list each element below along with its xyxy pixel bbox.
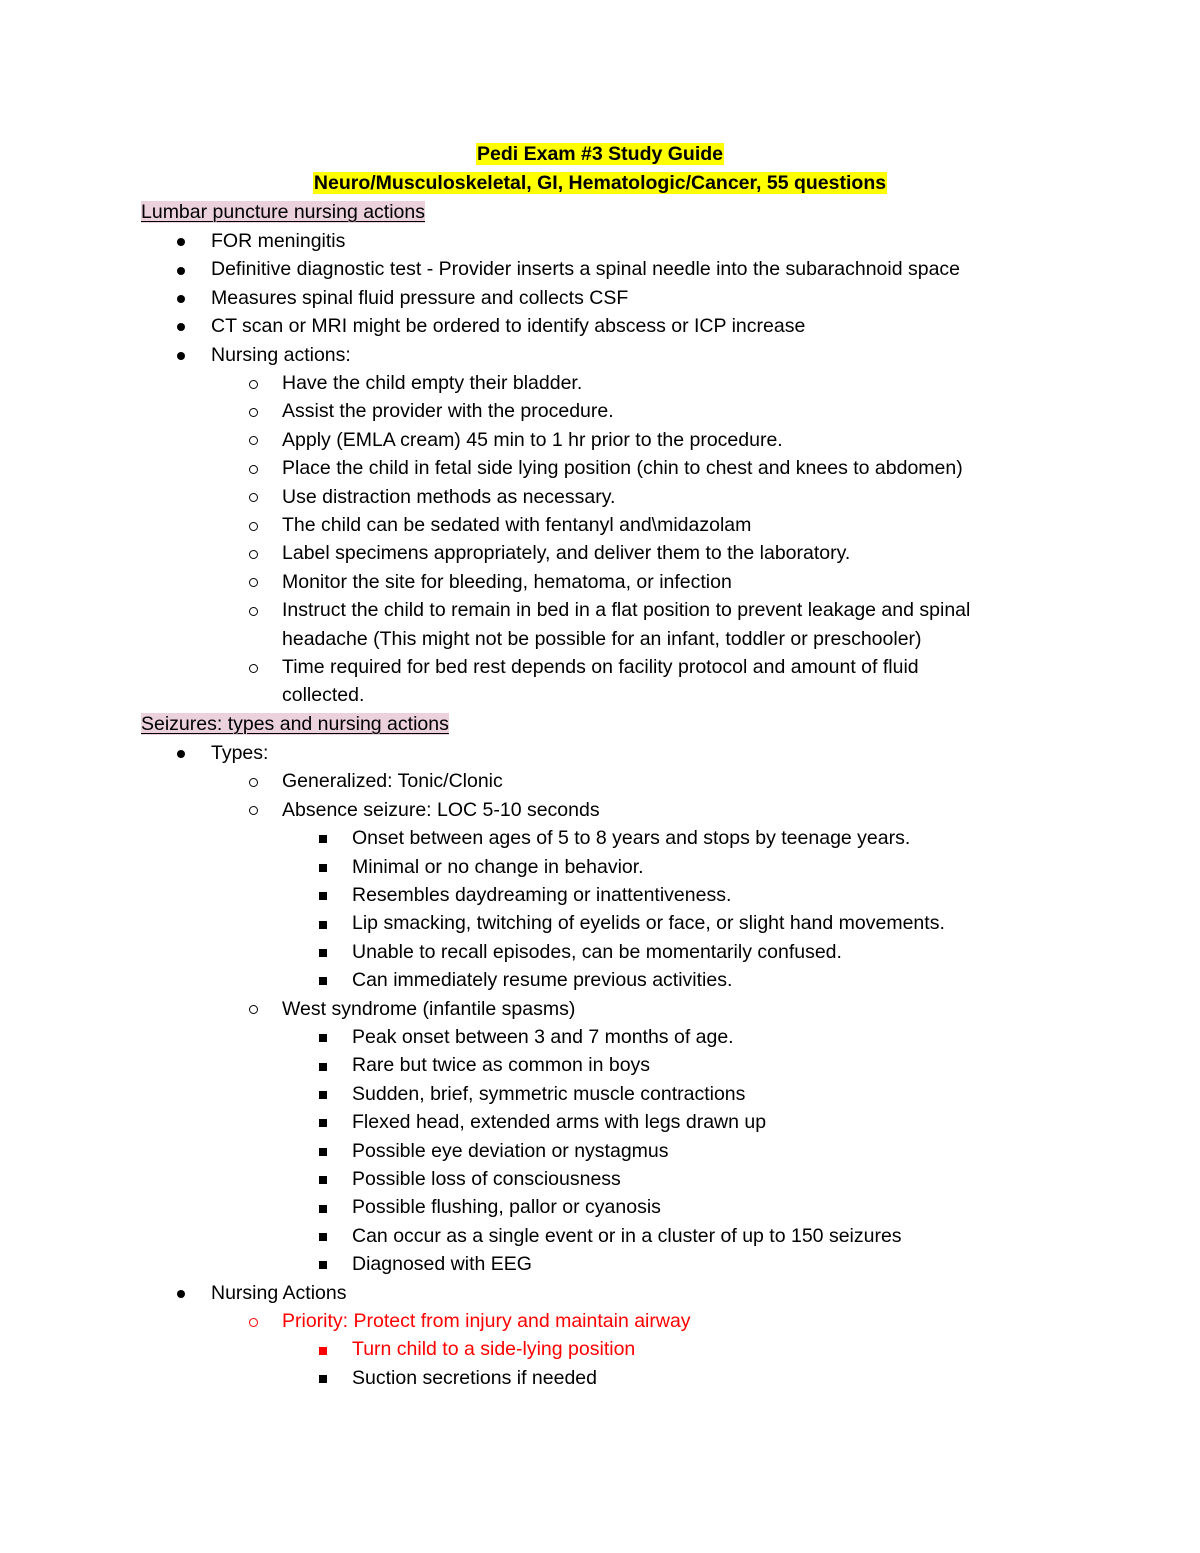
square-bullet-icon (319, 1148, 327, 1156)
list-item (0, 1080, 1200, 1108)
list-item (0, 1364, 1200, 1392)
square-bullet-icon (319, 1233, 327, 1241)
bullet-icon (177, 267, 185, 275)
list-item (0, 1108, 1200, 1136)
list-item-text: Diagnosed with EEG (352, 1253, 532, 1276)
list-item-text: Nursing actions: (211, 343, 351, 366)
list-item-text: Label specimens appropriately, and deliver them to the laboratory. (282, 542, 851, 565)
list-item-text: headache (This might not be possible for an infant, toddler or preschooler) (282, 627, 922, 650)
list-item (0, 511, 1200, 539)
list-item-text: The child can be sedated with fentanyl and\midazolam (282, 514, 752, 536)
circle-bullet-icon (249, 522, 258, 531)
square-bullet-icon (319, 1091, 327, 1099)
list-item-text: collected. (282, 684, 365, 707)
list-item (0, 284, 1200, 312)
list-item (0, 1165, 1200, 1193)
list-item-text: Nursing Actions (211, 1281, 347, 1304)
circle-bullet-icon (249, 664, 258, 673)
document-title: Pedi Exam #3 Study Guide (477, 143, 723, 165)
list-item-text: Sudden, brief, symmetric muscle contractions (352, 1082, 746, 1105)
list-item (0, 995, 1200, 1023)
circle-bullet-icon (249, 493, 258, 502)
list-item (0, 853, 1200, 881)
square-bullet-icon (319, 1119, 327, 1127)
list-item-text: Onset between ages of 5 to 8 years and stops by teenage years. (352, 827, 911, 850)
list-item (0, 1137, 1200, 1165)
square-bullet-icon (319, 835, 327, 843)
list-item (0, 1335, 1200, 1363)
bullet-icon (177, 238, 185, 246)
list-item-text: FOR meningitis (211, 230, 346, 252)
list-item-text: Place the child in fetal side lying position (chin to chest and knees to abdomen) (282, 457, 963, 480)
list-item-text: Can occur as a single event or in a cluster of up to 150 seizures (352, 1224, 902, 1247)
square-bullet-icon (319, 1261, 327, 1269)
square-bullet-icon (319, 1347, 327, 1355)
list-item (0, 341, 1200, 369)
list-item-text: Possible loss of consciousness (352, 1168, 621, 1190)
list-item (0, 369, 1200, 397)
list-item-text: Definitive diagnostic test - Provider inserts a spinal needle into the subarachnoid space (211, 258, 961, 281)
list-item (0, 568, 1200, 596)
list-item-text: Use distraction methods as necessary. (282, 485, 616, 508)
circle-bullet-icon (249, 550, 258, 559)
list-item (0, 1051, 1200, 1079)
list-item-text: Time required for bed rest depends on facility protocol and amount of fluid (282, 656, 919, 678)
list-item (0, 483, 1200, 511)
list-item-text: Possible flushing, pallor or cyanosis (352, 1196, 661, 1219)
list-item-text: Resembles daydreaming or inattentiveness. (352, 884, 732, 906)
list-item (0, 767, 1200, 795)
circle-bullet-icon (249, 436, 258, 445)
list-item (0, 255, 1200, 283)
list-item (0, 1023, 1200, 1051)
list-item (0, 653, 1200, 710)
list-item-text: Priority: Protect from injury and maintain airway (282, 1310, 691, 1332)
list-item-text: West syndrome (infantile spasms) (282, 997, 576, 1020)
list-item-text: Can immediately resume previous activities. (352, 969, 733, 992)
list-item (0, 227, 1200, 255)
square-bullet-icon (319, 1063, 327, 1071)
list-item-text: Minimal or no change in behavior. (352, 855, 644, 878)
document-subtitle: Neuro/Musculoskeletal, GI, Hematologic/Cancer, 55 questions (313, 172, 887, 194)
circle-bullet-icon (249, 1005, 258, 1014)
list-item-text: Unable to recall episodes, can be momentarily confused. (352, 940, 842, 963)
list-item (0, 909, 1200, 937)
list-item-text: Types: (211, 742, 269, 764)
list-item-text: Monitor the site for bleeding, hematoma, or infection (282, 570, 732, 593)
list-item (0, 1250, 1200, 1278)
list-item-text: Lip smacking, twitching of eyelids or face, or slight hand movements. (352, 912, 945, 935)
circle-bullet-icon (249, 1318, 258, 1327)
list-item-text: Possible eye deviation or nystagmus (352, 1139, 669, 1162)
list-item (0, 312, 1200, 340)
list-item-text: Suction secretions if needed (352, 1366, 597, 1389)
list-item-text: Peak onset between 3 and 7 months of age. (352, 1026, 734, 1048)
square-bullet-icon (319, 1034, 327, 1042)
circle-bullet-icon (249, 380, 258, 389)
circle-bullet-icon (249, 578, 258, 587)
bullet-icon (177, 352, 185, 360)
square-bullet-icon (319, 1375, 327, 1383)
list-item-text: Rare but twice as common in boys (352, 1054, 651, 1077)
list-item (0, 454, 1200, 482)
list-item (0, 881, 1200, 909)
circle-bullet-icon (249, 408, 258, 417)
square-bullet-icon (319, 949, 327, 957)
list-item (0, 397, 1200, 425)
list-item-text: CT scan or MRI might be ordered to identify abscess or ICP increase (211, 315, 806, 338)
list-item-text: Flexed head, extended arms with legs drawn up (352, 1111, 767, 1134)
list-item-text: Assist the provider with the procedure. (282, 400, 614, 423)
list-item (0, 739, 1200, 767)
list-item (0, 596, 1200, 653)
list-item-text: Instruct the child to remain in bed in a flat position to prevent leakage and spinal (282, 599, 971, 622)
square-bullet-icon (319, 864, 327, 872)
list-item (0, 1222, 1200, 1250)
bullet-icon (177, 295, 185, 303)
square-bullet-icon (319, 1176, 327, 1184)
circle-bullet-icon (249, 465, 258, 474)
bullet-icon (177, 750, 185, 758)
list-item (0, 1193, 1200, 1221)
list-item (0, 426, 1200, 454)
list-item (0, 966, 1200, 994)
bullet-icon (177, 323, 185, 331)
bullet-icon (177, 1290, 185, 1298)
section-heading: Seizures: types and nursing actions (141, 713, 449, 735)
square-bullet-icon (319, 977, 327, 985)
square-bullet-icon (319, 892, 327, 900)
square-bullet-icon (319, 921, 327, 929)
circle-bullet-icon (249, 778, 258, 787)
list-item-text: Measures spinal fluid pressure and collects CSF (211, 286, 629, 309)
list-item-text: Generalized: Tonic/Clonic (282, 770, 503, 793)
list-item-text: Apply (EMLA cream) 45 min to 1 hr prior to the procedure. (282, 428, 783, 451)
list-item (0, 824, 1200, 852)
list-item (0, 1279, 1200, 1307)
list-item-text: Have the child empty their bladder. (282, 372, 583, 394)
list-item (0, 539, 1200, 567)
section-heading: Lumbar puncture nursing actions (141, 201, 425, 223)
square-bullet-icon (319, 1205, 327, 1213)
list-item (0, 938, 1200, 966)
list-item-text: Absence seizure: LOC 5-10 seconds (282, 798, 600, 821)
list-item (0, 796, 1200, 824)
list-item (0, 1307, 1200, 1335)
circle-bullet-icon (249, 607, 258, 616)
circle-bullet-icon (249, 806, 258, 815)
list-item-text: Turn child to a side-lying position (352, 1338, 636, 1361)
